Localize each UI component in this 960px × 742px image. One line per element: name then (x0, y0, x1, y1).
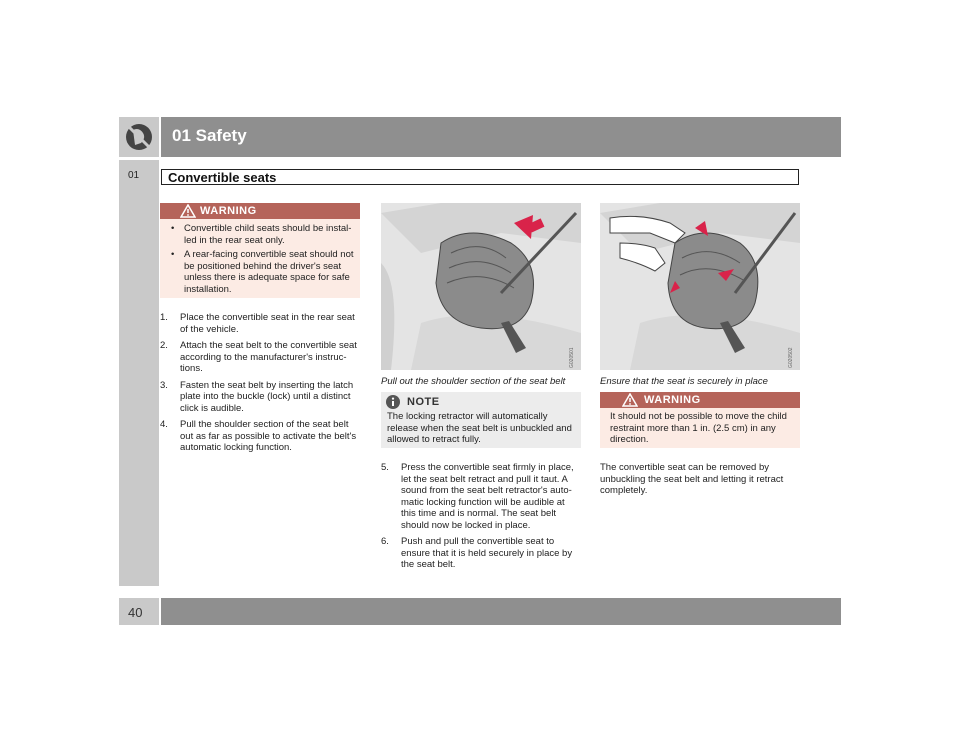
step-item: 5. Press the convertible seat firmly in place, let the seat belt retract and pull it taut. A sound from the seat belt retractor's auto-matic locking function will be audible at this time and is normal. The seat belt should now be locked in place. (381, 462, 574, 531)
warning-item: • Convertible child seats should be instal-led in the rear seat only. (171, 223, 352, 246)
figure-id: G020502 (788, 347, 794, 368)
note-text: The locking retractor will automatically release when the seat belt is unbuckled and allowed to retract fully. (387, 411, 572, 445)
steps-list-1 (160, 312, 360, 459)
removal-paragraph: The convertible seat can be removed by unbuckling the seat belt and letting it retract completely. (600, 462, 784, 496)
warning-triangle-icon (622, 393, 638, 407)
chapter-header-bar (161, 117, 841, 157)
page-number: 40 (128, 605, 143, 620)
no-child-seat-icon (119, 117, 159, 157)
note-label: NOTE (407, 396, 440, 408)
seat-belt-illustration (381, 203, 581, 370)
warning-list (160, 219, 360, 304)
warning-box (600, 392, 800, 448)
step-item: 3. Fasten the seat belt by inserting the latch plate into the buckle (lock) until a distinct click is audible. (160, 379, 354, 414)
warning-triangle-icon (180, 204, 196, 218)
step-item: 2. Attach the seat belt to the convertible seat according to the manufacturer's instruc-tions. (160, 340, 357, 374)
info-icon (385, 394, 401, 410)
figure-caption: Pull out the shoulder section of the seat belt (381, 376, 566, 387)
figure-id: G020501 (569, 347, 575, 368)
chapter-side-tab (119, 160, 159, 586)
figure-pull-belt (381, 203, 581, 370)
chapter-title: 01 Safety (172, 126, 247, 145)
steps-list-2 (381, 462, 581, 576)
side-tab-label: 01 (128, 170, 140, 181)
footer-bar (161, 598, 841, 625)
step-item: 4. Pull the shoulder section of the seat belt out as far as possible to activate the belt's automatic locking function. (160, 419, 357, 453)
step-item: 1. Place the convertible seat in the rear seat of the vehicle. (160, 312, 355, 335)
warning-header (600, 392, 800, 408)
seat-secure-illustration (600, 203, 800, 370)
warning-item: • A rear-facing convertible seat should not be positioned behind the driver's seat unless there is adequate space for safe installation. (171, 249, 354, 295)
header-icon-box (119, 117, 159, 157)
section-title: Convertible seats (168, 170, 277, 185)
warning-label: WARNING (200, 205, 257, 217)
note-box (381, 392, 581, 448)
warning-box (160, 203, 360, 298)
step-item: 6. Push and pull the convertible seat to ensure that it is held securely in place by the seat belt. (381, 536, 573, 570)
figure-caption: Ensure that the seat is securely in place (600, 376, 768, 387)
figure-seat-secure (600, 203, 800, 370)
warning-label: WARNING (644, 394, 701, 406)
warning-text: It should not be possible to move the child restraint more than 1 in. (2.5 cm) in any direction. (610, 411, 787, 445)
warning-header (160, 203, 360, 219)
note-header (381, 392, 581, 410)
